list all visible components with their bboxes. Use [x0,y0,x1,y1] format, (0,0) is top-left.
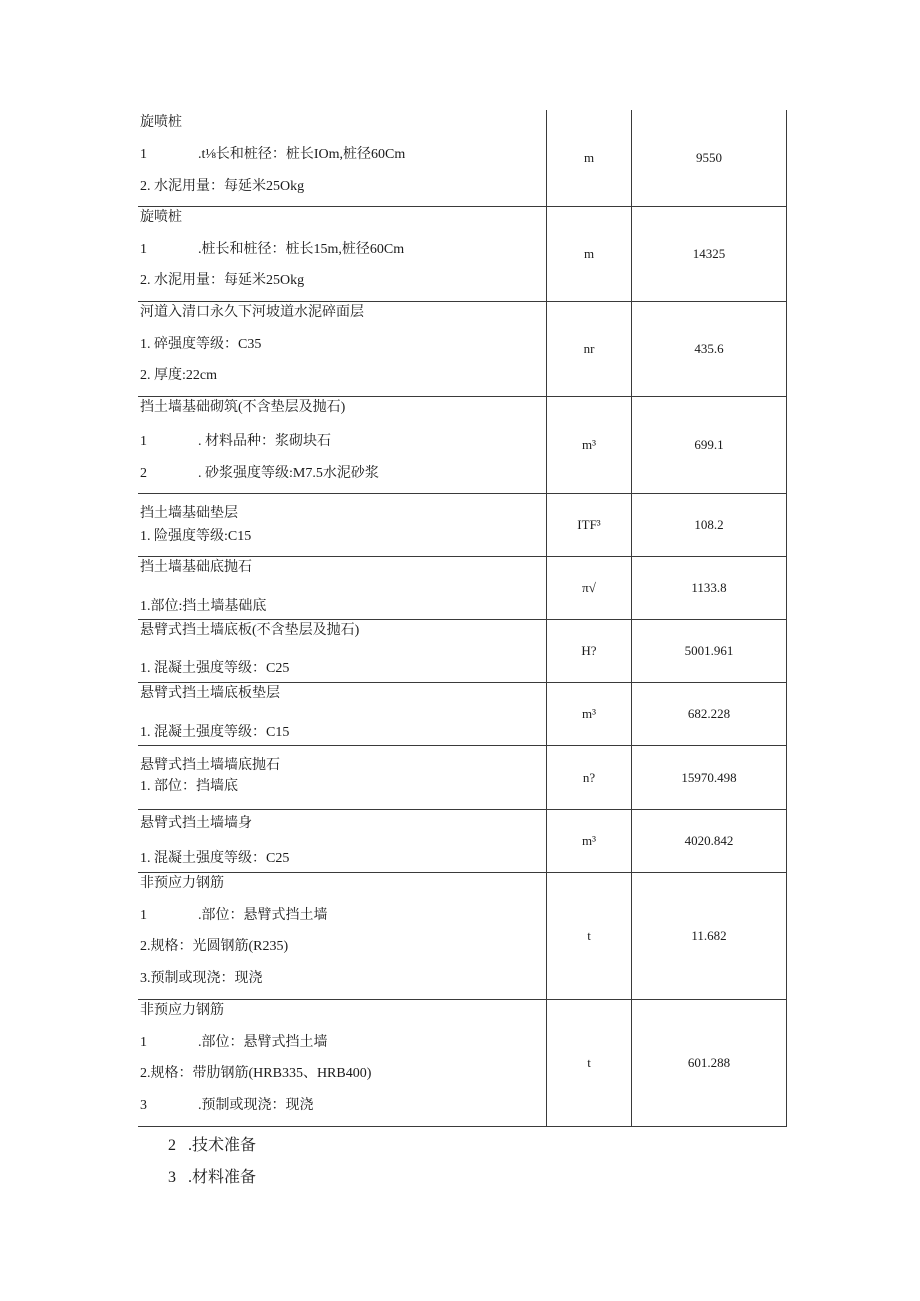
item-description [138,302,547,397]
quantity-table [138,110,787,1127]
table-row [138,110,787,207]
section-number: 3 [168,1169,176,1186]
quantity-cell: 699.1 [632,397,787,494]
quantity-cell: 11.682 [632,873,787,1000]
description-line [140,587,546,617]
description-line [140,650,546,680]
line-text: 1. 碎强度等级：C35 [140,337,262,352]
item-description [138,207,547,302]
description-line [140,620,546,650]
quantity-cell: 682.228 [632,683,787,746]
section-number: 2 [168,1137,176,1154]
quantity-cell: 4020.842 [632,810,787,873]
description-line [140,774,546,804]
item-description [138,494,547,557]
line-text: 悬臂式挡土墙墙底抛石 [140,758,280,773]
description-line [140,713,546,743]
line-text: 1. 混凝土强度等级：C25 [140,851,290,866]
table-row [138,207,787,302]
unit-cell: nr [547,302,632,397]
line-number: 1 [140,908,147,923]
line-text: 1. 混凝土强度等级：C25 [140,661,290,676]
line-text: 旋喷桩 [140,115,182,130]
description-line [140,557,546,587]
description-line [140,302,546,334]
table-row [138,620,787,683]
section-heading-technical-preparation [168,1132,256,1155]
unit-cell: ITF³ [547,494,632,557]
description-line [140,746,546,774]
line-text: 1. 险强度等级:C15 [140,529,252,544]
quantity-cell: 108.2 [632,494,787,557]
item-description [138,1000,547,1127]
description-line [140,365,546,396]
unit-cell: π√ [547,557,632,620]
line-number: 1 [140,1035,147,1050]
unit-cell: H? [547,620,632,683]
description-line [140,1095,546,1126]
line-text: . 砂浆强度等级:M7.5水泥砂浆 [198,466,379,481]
line-text: 悬臂式挡土墙底板垫层 [140,686,280,701]
quantity-cell: 1133.8 [632,557,787,620]
line-number: 2 [140,466,147,481]
table-row [138,683,787,746]
unit-cell: n? [547,746,632,810]
line-text: 2.规格：光圆钢筋(R235) [140,939,289,954]
line-text: 悬臂式挡土墙墙身 [140,816,252,831]
line-number: 1 [140,434,147,449]
quantity-table-body [138,110,787,1127]
description-line [140,840,546,870]
description-line [140,524,546,554]
line-text: .预制或现浇：现浇 [198,1098,314,1113]
table-row [138,557,787,620]
line-text: .桩长和桩径：桩长15m,桩径60Cm [198,242,405,257]
line-text: 非预应力钢筋 [140,1003,224,1018]
item-description [138,397,547,494]
line-text: 2. 厚度:22cm [140,368,217,383]
line-text: 挡土墙基础砌筑(不含垫层及抛石) [140,400,346,415]
table-row [138,810,787,873]
line-text: 2.规格：带肋钢筋(HRB335、HRB400) [140,1066,372,1081]
description-line [140,429,546,461]
quantity-cell: 5001.961 [632,620,787,683]
table-row [138,1000,787,1127]
section-title: .技术准备 [188,1137,257,1154]
description-line [140,936,546,968]
item-description [138,557,547,620]
table-row [138,873,787,1000]
item-description [138,746,547,810]
description-line [140,239,546,270]
line-text: 非预应力钢筋 [140,876,224,891]
unit-cell: t [547,873,632,1000]
line-number: 1 [140,147,147,162]
line-text: 1. 部位：挡墙底 [140,779,238,794]
table-row [138,302,787,397]
item-description [138,873,547,1000]
description-line [140,270,546,301]
section-title: .材料准备 [188,1169,257,1186]
line-text: 旋喷桩 [140,210,182,225]
line-text: .t⅛长和桩径：桩长IOm,桩径60Cm [198,147,406,162]
line-text: 3.预制或现浇：现浇 [140,971,263,986]
description-line [140,1063,546,1095]
line-number: 3 [140,1098,147,1113]
unit-cell: m [547,207,632,302]
quantity-cell: 601.288 [632,1000,787,1127]
description-line [140,683,546,713]
description-line [140,1032,546,1063]
item-description [138,620,547,683]
line-text: .部位：悬臂式挡土墙 [198,908,328,923]
line-text: 挡土墙基础垫层 [140,506,238,521]
quantity-cell: 9550 [632,110,787,207]
description-line [140,873,546,905]
description-line [140,968,546,999]
quantity-cell: 15970.498 [632,746,787,810]
description-line [140,1000,546,1032]
description-line [140,334,546,365]
line-text: 1. 混凝土强度等级：C15 [140,725,290,740]
table-row [138,494,787,557]
line-text: 2. 水泥用量：每延米25Okg [140,179,305,194]
unit-cell: m³ [547,683,632,746]
line-text: 悬臂式挡土墙底板(不含垫层及抛石) [140,623,360,638]
line-number: 1 [140,242,147,257]
line-text: 挡土墙基础底抛石 [140,560,252,575]
quantity-cell: 14325 [632,207,787,302]
item-description [138,810,547,873]
item-description [138,110,547,207]
line-text: .部位：悬臂式挡土墙 [198,1035,328,1050]
description-line [140,142,546,174]
unit-cell: m [547,110,632,207]
unit-cell: m³ [547,397,632,494]
line-text: 河道入清口永久下河坡道水泥碎面层 [140,305,364,320]
description-line [140,461,546,493]
table-row [138,397,787,494]
unit-cell: t [547,1000,632,1127]
line-text: 2. 水泥用量：每延米25Okg [140,273,305,288]
description-line [140,397,546,429]
table-row [138,746,787,810]
description-line [140,905,546,936]
section-heading-material-preparation [168,1164,256,1187]
line-text: . 材料品种：浆砌块石 [198,434,331,449]
description-line [140,207,546,239]
quantity-cell: 435.6 [632,302,787,397]
line-text: 1.部位:挡土墙基础底 [140,599,267,614]
description-line [140,810,546,840]
unit-cell: m³ [547,810,632,873]
description-line [140,174,546,206]
item-description [138,683,547,746]
description-line [140,494,546,524]
description-line [140,110,546,142]
